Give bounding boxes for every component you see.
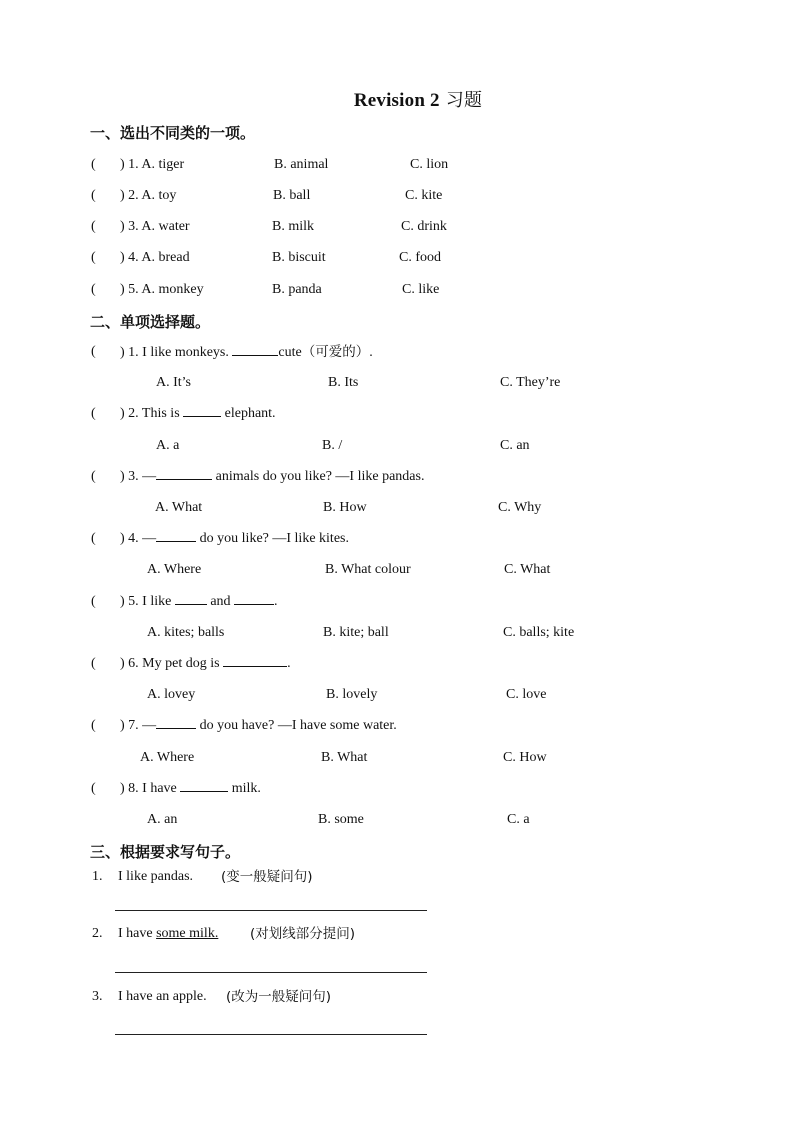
fill-blank[interactable] — [156, 529, 196, 542]
stem-text-after: animals do you like? —I like pandas. — [212, 469, 425, 484]
fill-blank[interactable] — [232, 343, 278, 356]
question-stem: ) 5. A. monkey — [120, 282, 204, 297]
item-requirement: (对划线部分提问) — [250, 926, 356, 942]
option-b: B. How — [323, 500, 367, 515]
answer-paren[interactable]: ( — [91, 656, 96, 671]
section1-heading: 一、选出不同类的一项。 — [90, 124, 256, 142]
answer-line-2[interactable] — [115, 972, 427, 973]
question-stem — [120, 467, 424, 487]
option-a: A. What — [155, 500, 203, 515]
option-a: A. lovey — [147, 687, 196, 702]
stem-text-after: do you have? —I have some water. — [196, 718, 397, 733]
question-stem: ) 1. A. tiger — [120, 157, 185, 172]
option-a: A. Where — [140, 750, 195, 765]
stem-text: ) 1. I like monkeys. — [120, 345, 233, 360]
item-number: 2. — [92, 926, 103, 941]
option-c: C. a — [507, 812, 530, 827]
question-stem: ) 2. A. toy — [120, 188, 177, 203]
fill-blank[interactable] — [183, 404, 221, 417]
question-stem — [120, 654, 291, 674]
answer-paren[interactable]: ( — [91, 188, 96, 203]
option-a: A. an — [147, 812, 178, 827]
stem-text-after: cute — [278, 345, 302, 360]
option-c: C. balls; kite — [503, 625, 575, 640]
answer-paren[interactable]: ( — [91, 531, 96, 546]
item-number: 3. — [92, 989, 103, 1004]
sentence-text: I have — [118, 926, 157, 941]
option-b: B. panda — [272, 282, 322, 297]
fill-blank-2[interactable] — [234, 592, 274, 605]
option-c: C. an — [500, 438, 530, 453]
option-c: C. like — [402, 282, 440, 297]
item-sentence: I like pandas. — [118, 869, 194, 884]
page-title — [0, 86, 794, 112]
stem-end: . — [287, 656, 291, 671]
option-b: B. biscuit — [272, 250, 326, 265]
option-c: C. love — [506, 687, 547, 702]
answer-paren[interactable]: ( — [91, 469, 96, 484]
fill-blank[interactable] — [180, 779, 228, 792]
option-c: C. How — [503, 750, 547, 765]
stem-text: ) 5. I like — [120, 594, 175, 609]
answer-paren[interactable]: ( — [91, 344, 96, 359]
answer-line-3[interactable] — [115, 1034, 427, 1035]
option-c: C. What — [504, 562, 551, 577]
stem-text: ) 3. — — [120, 469, 157, 484]
stem-text-after: do you like? —I like kites. — [196, 531, 349, 546]
fill-blank[interactable] — [223, 654, 287, 667]
chinese-gloss: （可爱的） — [301, 344, 370, 360]
option-b: B. ball — [273, 188, 311, 203]
fill-blank[interactable] — [156, 716, 196, 729]
option-c: C. drink — [401, 219, 447, 234]
stem-text: ) 2. This is — [120, 406, 184, 421]
answer-paren[interactable]: ( — [91, 219, 96, 234]
section2-heading: 二、单项选择题。 — [90, 313, 211, 331]
stem-text-after: elephant. — [221, 406, 276, 421]
stem-text: ) 6. My pet dog is — [120, 656, 224, 671]
option-b: B. What — [321, 750, 368, 765]
option-c: C. They’re — [500, 375, 561, 390]
answer-paren[interactable]: ( — [91, 718, 96, 733]
stem-text: ) 7. — — [120, 718, 157, 733]
title-english: Revision 2 — [353, 90, 440, 111]
answer-line-1[interactable] — [115, 910, 427, 911]
option-c: C. kite — [405, 188, 443, 203]
option-a: A. a — [156, 438, 180, 453]
question-stem: ) 4. A. bread — [120, 250, 190, 265]
answer-paren[interactable]: ( — [91, 594, 96, 609]
answer-paren[interactable]: ( — [91, 157, 96, 172]
title-chinese: 习题 — [445, 90, 483, 111]
question-stem — [120, 342, 373, 363]
item-number: 1. — [92, 869, 103, 884]
question-stem: ) 3. A. water — [120, 219, 190, 234]
question-stem — [120, 404, 276, 424]
option-a: A. Where — [147, 562, 202, 577]
stem-text-after: milk. — [228, 781, 261, 796]
stem-end: . — [274, 594, 278, 609]
option-b: B. animal — [274, 157, 329, 172]
question-stem — [120, 779, 261, 799]
fill-blank-1[interactable] — [175, 592, 207, 605]
answer-paren[interactable]: ( — [91, 781, 96, 796]
fill-blank[interactable] — [156, 467, 212, 480]
item-requirement: (变一般疑问句) — [221, 869, 313, 885]
option-b: B. lovely — [326, 687, 378, 702]
item-requirement: (改为一般疑问句) — [226, 989, 332, 1005]
option-a: A. kites; balls — [147, 625, 225, 640]
question-stem — [120, 716, 397, 736]
section3-heading: 三、根据要求写句子。 — [90, 843, 241, 861]
question-stem — [120, 592, 278, 612]
option-b: B. What colour — [325, 562, 411, 577]
item-sentence: I have an apple. — [118, 989, 207, 1004]
item-sentence — [118, 924, 218, 944]
stem-text: ) 8. I have — [120, 781, 181, 796]
option-a: A. It’s — [156, 375, 191, 390]
stem-end: . — [369, 345, 373, 360]
option-c: C. lion — [410, 157, 449, 172]
option-b: B. some — [318, 812, 364, 827]
option-b: B. kite; ball — [323, 625, 389, 640]
option-b: B. milk — [272, 219, 315, 234]
answer-paren[interactable]: ( — [91, 250, 96, 265]
option-c: C. food — [399, 250, 441, 265]
option-c: C. Why — [498, 500, 542, 515]
option-b: B. Its — [328, 375, 359, 390]
underlined-part: some milk. — [156, 926, 219, 941]
stem-text-mid: and — [206, 594, 235, 609]
question-stem — [120, 529, 349, 549]
option-b: B. / — [322, 438, 343, 453]
answer-paren[interactable]: ( — [91, 282, 96, 297]
stem-text: ) 4. — — [120, 531, 157, 546]
answer-paren[interactable]: ( — [91, 406, 96, 421]
